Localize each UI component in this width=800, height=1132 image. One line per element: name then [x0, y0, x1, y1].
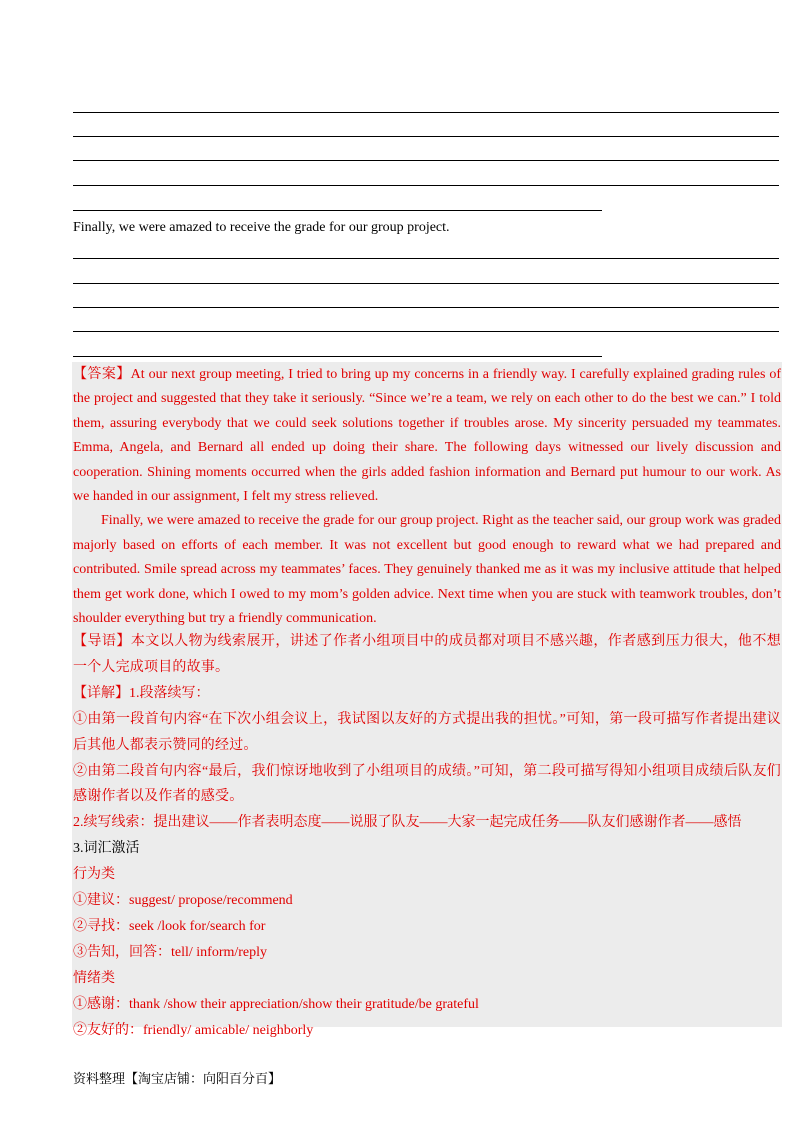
writing-line — [73, 258, 779, 259]
vocab-item: ②寻找：seek /look for/search for — [73, 918, 266, 934]
writing-line — [73, 160, 779, 161]
vocabulary-heading: 3.词汇激活 — [73, 841, 140, 857]
detail-heading: 【详解】1.段落续写： — [73, 685, 210, 701]
writing-line — [73, 112, 779, 113]
answer-paragraph-2: Finally, we were amazed to receive the grade for our group project. Right as the teacher said, our group work was graded majorly based on efforts of each member. It was not excellent but good enough to reward what we had prepared and contributed. Smile spread across my teammates’ faces. They genuinely thanked me as it was my inclusive attitude that helped them get work done, which I owed to my mom’s golden advice. Next time when you are stuck with teamwork troubles, don’t shoulder everything but try a friendly communication. — [73, 513, 781, 627]
category-emotion: 情绪类 — [73, 970, 115, 986]
guide-paragraph: 【导语】本文以人物为线索展开，讲述了作者小组项目中的成员都对项目不感兴趣，作者感到压力很大，他不想一个人完成项目的故事。 — [73, 634, 781, 675]
writing-line — [73, 136, 779, 137]
vocab-item: ①感谢：thank /show their appreciation/show their gratitude/be grateful — [73, 996, 479, 1012]
category-action: 行为类 — [73, 867, 115, 883]
answer-label: 【答案】 — [73, 367, 131, 382]
explanation-block — [73, 629, 781, 1044]
writing-line — [73, 331, 779, 332]
writing-clues: 2.续写线索：提出建议——作者表明态度——说服了队友——大家一起完成任务——队友们感谢作者——感悟 — [73, 815, 742, 831]
detail-point-1: ①由第一段首句内容“在下次小组会议上，我试图以友好的方式提出我的担忧。”可知，第一段可描写作者提出建议后其他人都表示赞同的经过。 — [73, 711, 781, 753]
writing-line — [73, 185, 779, 186]
page-footer: 资料整理【淘宝店铺：向阳百分百】 — [73, 1071, 282, 1086]
answer-block — [73, 363, 781, 631]
writing-line — [73, 283, 779, 284]
second-paragraph-starter: Finally, we were amazed to receive the grade for our group project. — [73, 220, 450, 235]
vocab-item: ②友好的：friendly/ amicable/ neighborly — [73, 1022, 314, 1038]
detail-label: 【详解】 — [73, 685, 129, 701]
guide-label: 【导语】 — [73, 634, 131, 649]
writing-line — [73, 356, 602, 357]
writing-line — [73, 307, 779, 308]
vocab-item: ③告知，回答：tell/ inform/reply — [73, 944, 268, 960]
writing-line — [73, 210, 602, 211]
vocab-item: ①建议：suggest/ propose/recommend — [73, 893, 293, 909]
detail-point-2: ②由第二段首句内容“最后，我们惊讶地收到了小组项目的成绩。”可知，第二段可描写得知小组项目成绩后队友们感谢作者以及作者的感受。 — [73, 763, 781, 805]
answer-paragraph-1: 【答案】At our next group meeting, I tried to bring up my concerns in a friendly way. I carefully explained grading rules of the project and suggested that they take it seriously. “Since we’re a team, we rely on each other to do the best we can.” I told them, assuring everybody that we could seek solutions together if troubles arose. My sincerity persuaded my teammates. Emma, Angela, and Bernard all ended up doing their share. The following days witnessed our lively discussion and cooperation. Shining moments occurred when the girls added fashion information and Bernard put humour to our work. As we handed in our assignment, I felt my stress relieved. — [73, 367, 782, 505]
